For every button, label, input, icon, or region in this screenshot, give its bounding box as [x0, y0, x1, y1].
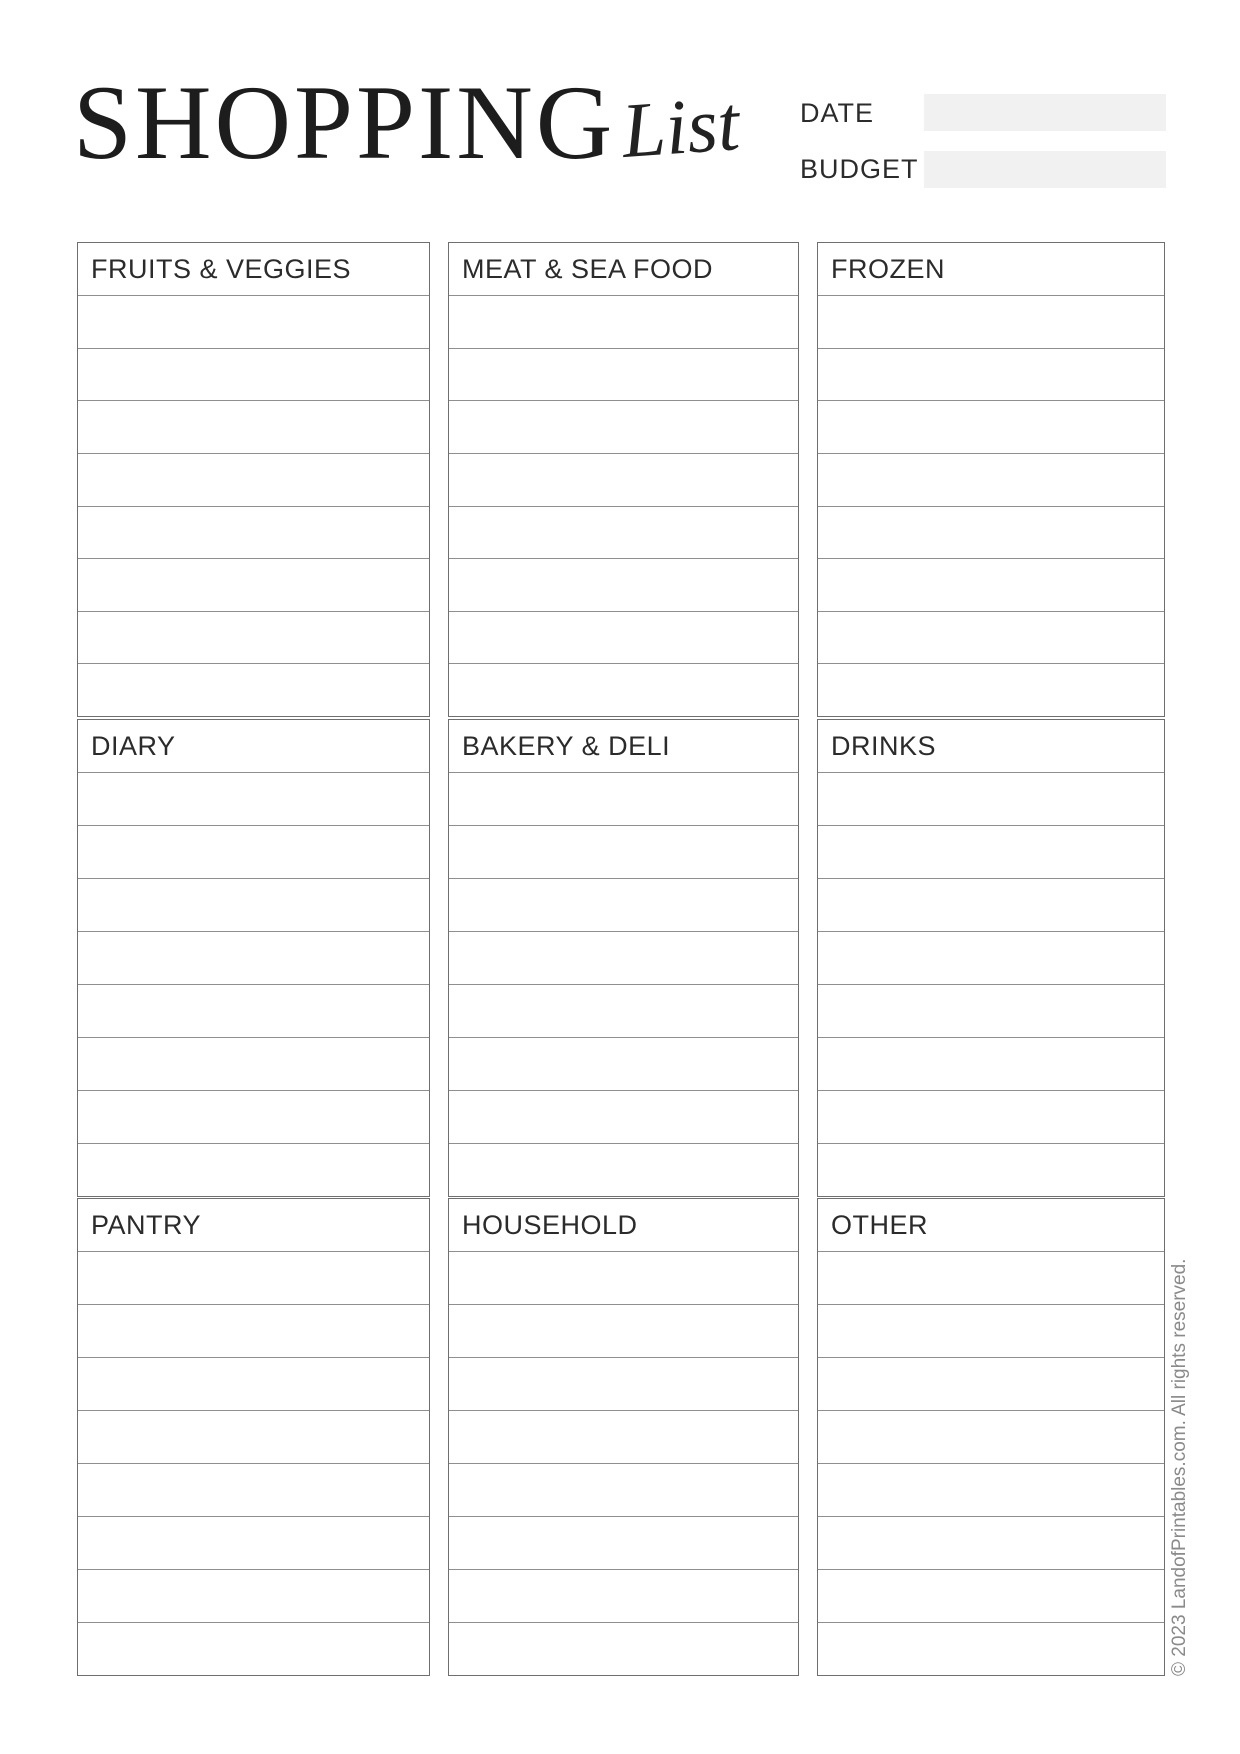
list-line[interactable]: [449, 612, 798, 665]
list-line[interactable]: [818, 826, 1164, 879]
list-line[interactable]: [78, 1517, 429, 1570]
list-line[interactable]: [449, 454, 798, 507]
section-bakery-deli: [448, 719, 799, 1197]
section-header: [78, 720, 429, 773]
list-line[interactable]: [818, 773, 1164, 826]
section-header: [818, 720, 1164, 773]
list-line[interactable]: [818, 454, 1164, 507]
section-rows: [78, 1252, 429, 1675]
list-line[interactable]: [818, 1411, 1164, 1464]
list-line[interactable]: [449, 1305, 798, 1358]
section-title: DIARY: [91, 730, 176, 761]
section-title: BAKERY & DELI: [462, 730, 671, 761]
section-rows: [78, 296, 429, 716]
section-header: [449, 720, 798, 773]
section-rows: [818, 773, 1164, 1196]
list-line[interactable]: [818, 1144, 1164, 1196]
page-title-script: List: [619, 79, 742, 174]
list-line[interactable]: [78, 1623, 429, 1675]
list-line[interactable]: [818, 1038, 1164, 1091]
date-label: DATE: [800, 98, 875, 128]
list-line[interactable]: [78, 612, 429, 665]
list-line[interactable]: [78, 773, 429, 826]
list-line[interactable]: [78, 1252, 429, 1305]
section-meat-seafood: [448, 242, 799, 717]
list-line[interactable]: [78, 1411, 429, 1464]
list-line[interactable]: [78, 1091, 429, 1144]
list-line[interactable]: [78, 932, 429, 985]
list-line[interactable]: [818, 507, 1164, 560]
copyright-text: © 2023 LandofPrintables.com. All rights reserved.: [1169, 1258, 1190, 1676]
list-line[interactable]: [78, 401, 429, 454]
date-field[interactable]: [924, 94, 1166, 131]
list-line[interactable]: [818, 296, 1164, 349]
list-line[interactable]: [449, 1252, 798, 1305]
section-title: DRINKS: [831, 730, 937, 761]
list-line[interactable]: [449, 1358, 798, 1411]
section-household: [448, 1198, 799, 1676]
list-line[interactable]: [818, 985, 1164, 1038]
list-line[interactable]: [449, 826, 798, 879]
section-title: PANTRY: [91, 1209, 202, 1240]
list-line[interactable]: [78, 1144, 429, 1196]
list-line[interactable]: [78, 1464, 429, 1517]
list-line[interactable]: [818, 1570, 1164, 1623]
list-line[interactable]: [449, 559, 798, 612]
list-line[interactable]: [78, 1570, 429, 1623]
list-line[interactable]: [449, 664, 798, 716]
list-line[interactable]: [818, 879, 1164, 932]
budget-label: BUDGET: [800, 154, 919, 184]
list-line[interactable]: [818, 1252, 1164, 1305]
list-line[interactable]: [78, 454, 429, 507]
section-header: [78, 1199, 429, 1252]
list-line[interactable]: [818, 664, 1164, 716]
list-line[interactable]: [449, 1038, 798, 1091]
list-line[interactable]: [449, 1464, 798, 1517]
list-line[interactable]: [818, 1358, 1164, 1411]
page-title: SHOPPING: [73, 64, 616, 181]
section-title: OTHER: [831, 1209, 928, 1240]
list-line[interactable]: [78, 349, 429, 402]
section-title: FRUITS & VEGGIES: [91, 253, 352, 284]
list-line[interactable]: [449, 1411, 798, 1464]
list-line[interactable]: [818, 1305, 1164, 1358]
list-line[interactable]: [449, 932, 798, 985]
section-rows: [818, 1252, 1164, 1675]
list-line[interactable]: [818, 1464, 1164, 1517]
section-rows: [78, 773, 429, 1196]
section-rows: [818, 296, 1164, 716]
list-line[interactable]: [818, 401, 1164, 454]
list-line[interactable]: [449, 773, 798, 826]
section-rows: [449, 296, 798, 716]
section-title: MEAT & SEA FOOD: [462, 253, 714, 284]
list-line[interactable]: [449, 296, 798, 349]
list-line[interactable]: [78, 507, 429, 560]
section-header: [818, 243, 1164, 296]
list-line[interactable]: [449, 985, 798, 1038]
section-header: [818, 1199, 1164, 1252]
list-line[interactable]: [449, 349, 798, 402]
section-header: [78, 243, 429, 296]
section-other: [817, 1198, 1165, 1676]
list-line[interactable]: [449, 1623, 798, 1675]
section-title: HOUSEHOLD: [462, 1209, 638, 1240]
list-line[interactable]: [78, 559, 429, 612]
section-header: [449, 243, 798, 296]
list-line[interactable]: [78, 296, 429, 349]
list-line[interactable]: [78, 664, 429, 716]
section-diary: [77, 719, 430, 1197]
list-line[interactable]: [449, 1091, 798, 1144]
section-title: FROZEN: [831, 253, 945, 284]
list-line[interactable]: [78, 879, 429, 932]
list-line[interactable]: [818, 612, 1164, 665]
section-rows: [449, 773, 798, 1196]
list-line[interactable]: [449, 401, 798, 454]
list-line[interactable]: [78, 1358, 429, 1411]
list-line[interactable]: [818, 1517, 1164, 1570]
list-line[interactable]: [818, 932, 1164, 985]
list-line[interactable]: [818, 1623, 1164, 1675]
list-line[interactable]: [449, 1144, 798, 1196]
list-line[interactable]: [818, 1091, 1164, 1144]
section-drinks: [817, 719, 1165, 1197]
section-header: [449, 1199, 798, 1252]
section-fruits-veggies: [77, 242, 430, 717]
list-line[interactable]: [818, 349, 1164, 402]
list-line[interactable]: [818, 559, 1164, 612]
list-line[interactable]: [78, 1038, 429, 1091]
list-line[interactable]: [449, 1570, 798, 1623]
list-line[interactable]: [449, 507, 798, 560]
list-line[interactable]: [78, 826, 429, 879]
budget-field[interactable]: [924, 151, 1166, 188]
list-line[interactable]: [449, 1517, 798, 1570]
section-frozen: [817, 242, 1165, 717]
section-rows: [449, 1252, 798, 1675]
list-line[interactable]: [78, 985, 429, 1038]
section-pantry: [77, 1198, 430, 1676]
list-line[interactable]: [78, 1305, 429, 1358]
list-line[interactable]: [449, 879, 798, 932]
